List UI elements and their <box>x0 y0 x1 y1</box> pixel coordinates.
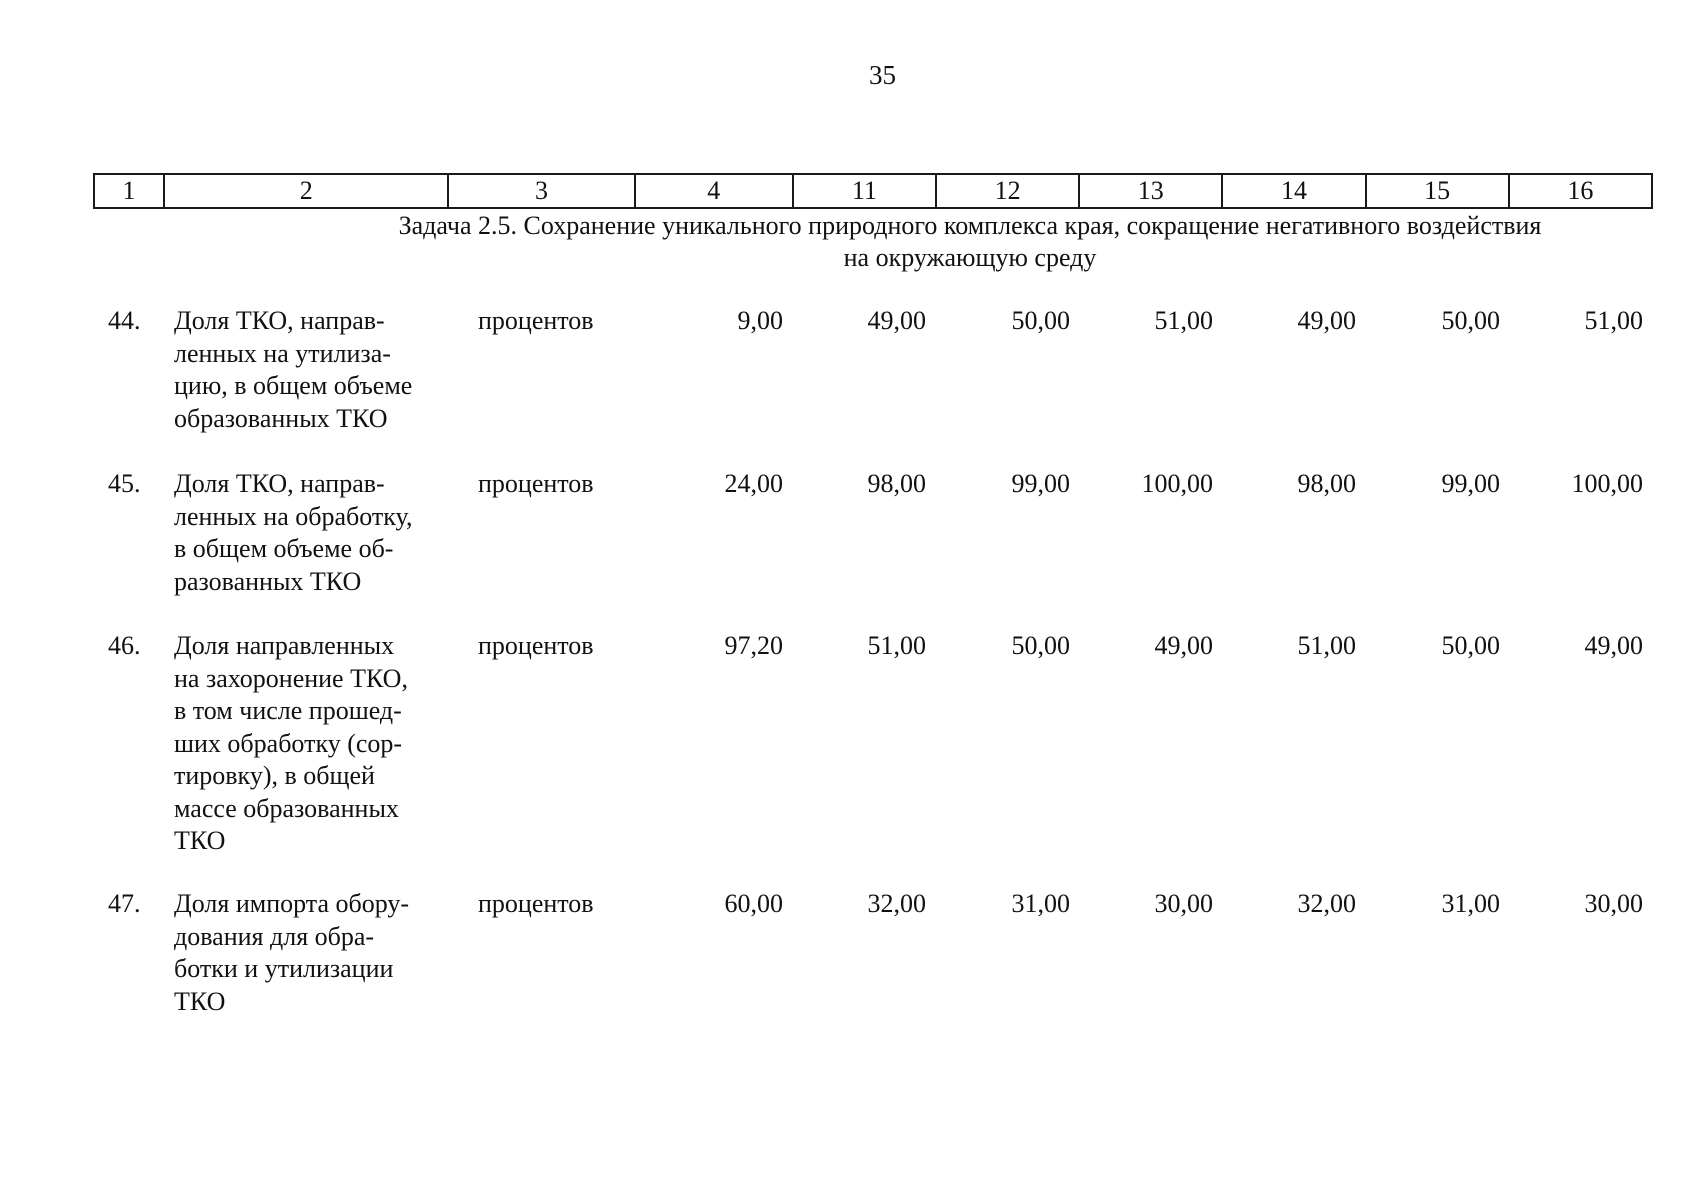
row-number: 44. <box>108 306 141 335</box>
value-cell: 31,00 <box>1011 889 1070 918</box>
unit-label: процентов <box>478 889 594 918</box>
header-cell: 3 <box>448 174 634 208</box>
value-cell: 50,00 <box>1011 306 1070 335</box>
header-cell: 13 <box>1079 174 1222 208</box>
unit-label: процентов <box>478 306 594 335</box>
value-cell: 49,00 <box>1297 306 1356 335</box>
unit-label: процентов <box>478 631 594 660</box>
value-cell: 51,00 <box>1297 631 1356 660</box>
section-title-line: Задача 2.5. Сохранение уникального природного комплекса края, сокращение негативного воздействия <box>398 211 1542 240</box>
value-cell: 99,00 <box>1011 469 1070 498</box>
row-number: 45. <box>108 469 141 498</box>
value-cell: 60,00 <box>724 889 783 918</box>
value-cell: 49,00 <box>1584 631 1643 660</box>
value-cell: 50,00 <box>1441 631 1500 660</box>
value-cell: 51,00 <box>1154 306 1213 335</box>
value-cell: 30,00 <box>1584 889 1643 918</box>
section-title-line: на окружающую среду <box>843 243 1097 272</box>
page-number: 35 <box>869 60 896 90</box>
indicator-name: Доля направленных на захоронение ТКО, в том числе прошед- ших обработку (сор- тировку), в общей массе образованных ТКО <box>174 631 408 855</box>
header-cell: 16 <box>1509 174 1652 208</box>
value-cell: 51,00 <box>867 631 926 660</box>
value-cell: 51,00 <box>1584 306 1643 335</box>
value-cell: 9,00 <box>737 306 783 335</box>
value-cell: 32,00 <box>867 889 926 918</box>
value-cell: 49,00 <box>867 306 926 335</box>
indicator-name: Доля ТКО, направ- ленных на обработку, в общем объеме об- разованных ТКО <box>174 469 413 596</box>
value-cell: 49,00 <box>1154 631 1213 660</box>
unit-label: процентов <box>478 469 594 498</box>
value-cell: 100,00 <box>1571 469 1643 498</box>
value-cell: 50,00 <box>1011 631 1070 660</box>
header-cell: 1 <box>94 174 164 208</box>
value-cell: 32,00 <box>1297 889 1356 918</box>
value-cell: 98,00 <box>1297 469 1356 498</box>
value-cell: 31,00 <box>1441 889 1500 918</box>
header-cell: 15 <box>1366 174 1509 208</box>
header-cell: 4 <box>635 174 793 208</box>
header-cell: 2 <box>164 174 448 208</box>
header-cell: 12 <box>936 174 1079 208</box>
header-cell: 14 <box>1222 174 1365 208</box>
indicator-name: Доля импорта обору- дования для обра- ботки и утилизации ТКО <box>174 889 410 1016</box>
value-cell: 99,00 <box>1441 469 1500 498</box>
value-cell: 50,00 <box>1441 306 1500 335</box>
value-cell: 97,20 <box>724 631 783 660</box>
value-cell: 30,00 <box>1154 889 1213 918</box>
indicator-name: Доля ТКО, направ- ленных на утилиза- цию, в общем объеме образованных ТКО <box>174 306 413 433</box>
value-cell: 24,00 <box>724 469 783 498</box>
row-number: 46. <box>108 631 141 660</box>
row-number: 47. <box>108 889 141 918</box>
value-cell: 98,00 <box>867 469 926 498</box>
header-cell: 11 <box>793 174 936 208</box>
value-cell: 100,00 <box>1141 469 1213 498</box>
